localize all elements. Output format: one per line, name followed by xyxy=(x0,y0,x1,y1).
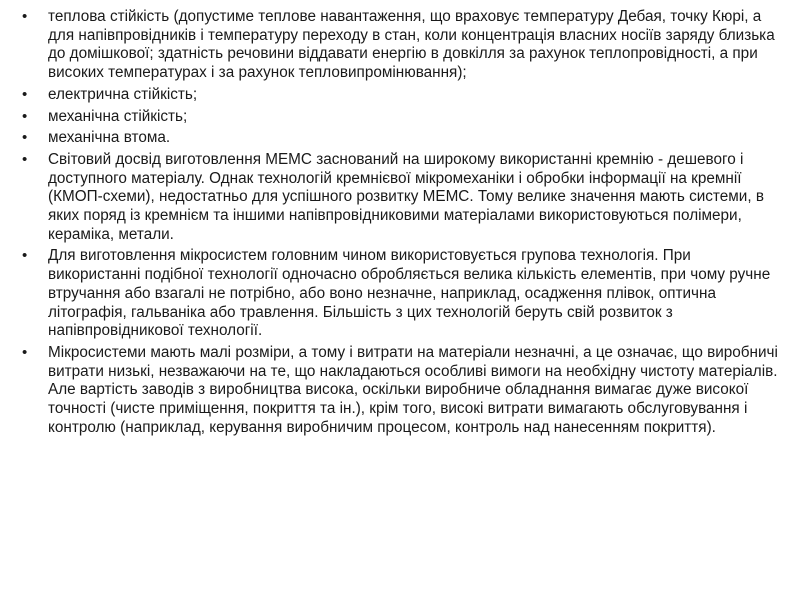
list-item-group-technology xyxy=(22,247,778,341)
list-item-text: Світовий досвід виготовлення MEMC заснований на широкому використанні кремнію - дешевого і доступного матеріалу. Однак технологій кремнієвої мікромеханіки і обробки інформації на кремнії (КМОП-схеми), недостатньо для успішного розвитку МЕМС. Тому велике значення мають системи, в яких поряд із кремнієм та іншими напівпровідниковими матеріалами використовуються полімери, кераміка, метали. xyxy=(48,150,764,243)
list-item-thermal-stability xyxy=(22,8,778,83)
bullet-icon: • xyxy=(22,8,28,25)
list-item-mechanical-fatigue xyxy=(22,129,778,148)
bullet-icon: • xyxy=(22,343,28,361)
list-item-text: Для виготовлення мікросистем головним чином використовується групова технологія. При використанні подібної технології одночасно обробляється велика кількість елементів, при чому ручне втручання або взагалі не потрібно, або воно незначне, наприклад, осадження плівок, оптична літографія, гальваніка або травлення. Більшість з цих технологій беруть свій розвиток з напівпровідникової технології. xyxy=(48,247,771,340)
list-item-mems-experience xyxy=(22,151,778,245)
list-item-text: механічна стійкість; xyxy=(48,107,188,125)
list-item-mechanical-stability xyxy=(22,108,778,127)
list-item-text: електрична стійкість; xyxy=(48,85,198,103)
bullet-icon: • xyxy=(22,150,28,168)
bullet-icon: • xyxy=(22,247,28,265)
bullet-icon: • xyxy=(22,85,28,103)
list-item-electrical-stability xyxy=(22,86,778,105)
list-item-text: механічна втома. xyxy=(48,129,171,147)
bullet-list xyxy=(22,8,778,437)
list-item-text: Мікросистеми мають малі розміри, а тому і витрати на матеріали незначні, а це означає, що виробничі витрати низькі, незважаючи на те, що накладаються особливі вимоги на необхідну чистоту матеріалів. Але вартість заводів з виробництва висока, оскільки виробниче обладнання вимагає дуже високої точності (чисте приміщення, покриття та ін.), крім того, високі витрати вимагають обслуговування і контролю (наприклад, керування виробничим процесом, контроль над нанесенням покриття). xyxy=(48,343,778,436)
list-item-microsystem-costs xyxy=(22,344,778,438)
list-item-text: теплова стійкість (допустиме теплове навантаження, що враховує температуру Дебая, точку Кюрі, а для напівпровідників і температуру переходу в стан, коли концентрація власних носіїв заряду близька до домішкової; здатність речовини віддавати енергію в довкілля за рахунок теплопровідності, а при високих температурах і за рахунок тепловипромінювання); xyxy=(48,8,775,82)
bullet-icon: • xyxy=(22,107,28,125)
bullet-icon: • xyxy=(22,129,28,147)
